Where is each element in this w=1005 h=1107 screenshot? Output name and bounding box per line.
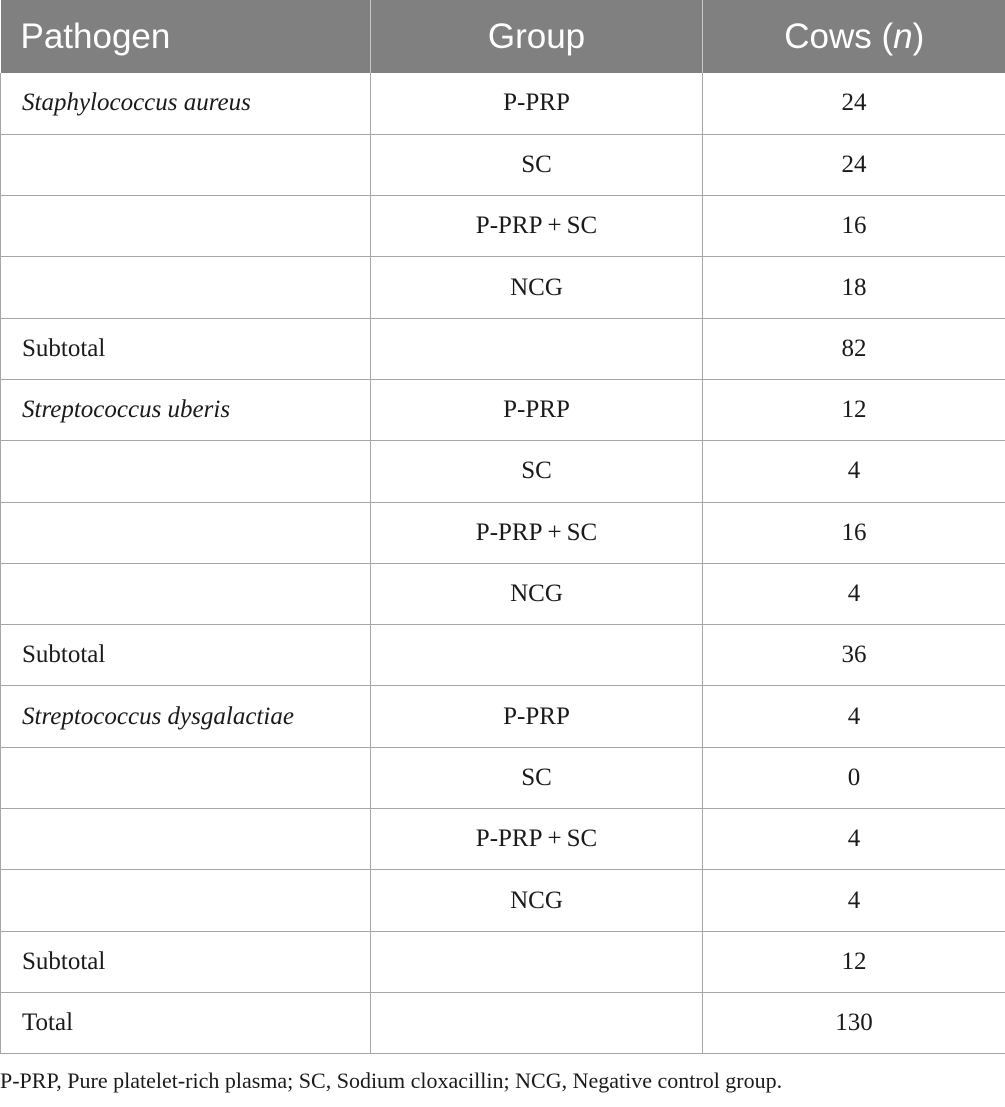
cell-cows: 12	[703, 379, 1005, 440]
cell-pathogen	[1, 134, 371, 195]
cell-cows: 4	[703, 686, 1005, 747]
cell-pathogen: Streptococcus uberis	[1, 379, 371, 440]
cell-cows: 16	[703, 196, 1005, 257]
cell-pathogen: Streptococcus dysgalactiae	[1, 686, 371, 747]
cell-pathogen	[1, 441, 371, 502]
table-row	[1, 441, 1005, 502]
cell-cows: 4	[703, 870, 1005, 931]
table-row	[1, 502, 1005, 563]
cell-cows: 130	[703, 992, 1005, 1053]
table-body	[1, 73, 1005, 1054]
table-header	[1, 0, 1005, 73]
header-cows-close: )	[912, 16, 925, 56]
table-row	[1, 196, 1005, 257]
header-pathogen: Pathogen	[1, 0, 371, 73]
table-row	[1, 686, 1005, 747]
cell-pathogen: Subtotal	[1, 625, 371, 686]
cell-group: P-PRP	[371, 379, 703, 440]
cell-cows: 4	[703, 441, 1005, 502]
cell-group	[371, 931, 703, 992]
header-group: Group	[371, 0, 703, 73]
cell-pathogen	[1, 502, 371, 563]
cell-pathogen	[1, 870, 371, 931]
table-row	[1, 563, 1005, 624]
cell-pathogen	[1, 257, 371, 318]
table-row	[1, 134, 1005, 195]
cell-pathogen: Subtotal	[1, 318, 371, 379]
cell-group	[371, 318, 703, 379]
cell-group: P-PRP + SC	[371, 196, 703, 257]
cell-group: NCG	[371, 870, 703, 931]
table-row	[1, 931, 1005, 992]
cell-pathogen	[1, 747, 371, 808]
cell-group: SC	[371, 441, 703, 502]
table-row	[1, 257, 1005, 318]
table-row	[1, 992, 1005, 1053]
table-row	[1, 625, 1005, 686]
cell-cows: 4	[703, 809, 1005, 870]
cell-cows: 0	[703, 747, 1005, 808]
cell-cows: 82	[703, 318, 1005, 379]
cell-pathogen: Subtotal	[1, 931, 371, 992]
cell-pathogen	[1, 196, 371, 257]
header-cows	[703, 0, 1005, 73]
cell-cows: 12	[703, 931, 1005, 992]
cell-pathogen: Total	[1, 992, 371, 1053]
cell-group: P-PRP	[371, 686, 703, 747]
table-row	[1, 73, 1005, 134]
cell-pathogen	[1, 809, 371, 870]
cell-cows: 36	[703, 625, 1005, 686]
cell-group	[371, 625, 703, 686]
table-footnote: P-PRP, Pure platelet-rich plasma; SC, Sodium cloxacillin; NCG, Negative control group.	[0, 1068, 783, 1093]
table-row	[1, 809, 1005, 870]
header-row	[1, 0, 1005, 73]
cell-pathogen: Staphylococcus aureus	[1, 73, 371, 134]
header-cows-n: n	[893, 16, 913, 56]
cell-group	[371, 992, 703, 1053]
cell-cows: 16	[703, 502, 1005, 563]
cell-cows: 24	[703, 134, 1005, 195]
cell-cows: 18	[703, 257, 1005, 318]
header-cows-label: Cows (	[784, 16, 894, 56]
cell-group: SC	[371, 747, 703, 808]
cell-group: NCG	[371, 563, 703, 624]
table-row	[1, 747, 1005, 808]
cell-group: P-PRP + SC	[371, 809, 703, 870]
cell-group: P-PRP + SC	[371, 502, 703, 563]
table-row	[1, 870, 1005, 931]
table-row	[1, 379, 1005, 440]
cell-group: P-PRP	[371, 73, 703, 134]
table-row	[1, 318, 1005, 379]
cell-group: SC	[371, 134, 703, 195]
cell-cows: 4	[703, 563, 1005, 624]
cell-pathogen	[1, 563, 371, 624]
cell-group: NCG	[371, 257, 703, 318]
cell-cows: 24	[703, 73, 1005, 134]
